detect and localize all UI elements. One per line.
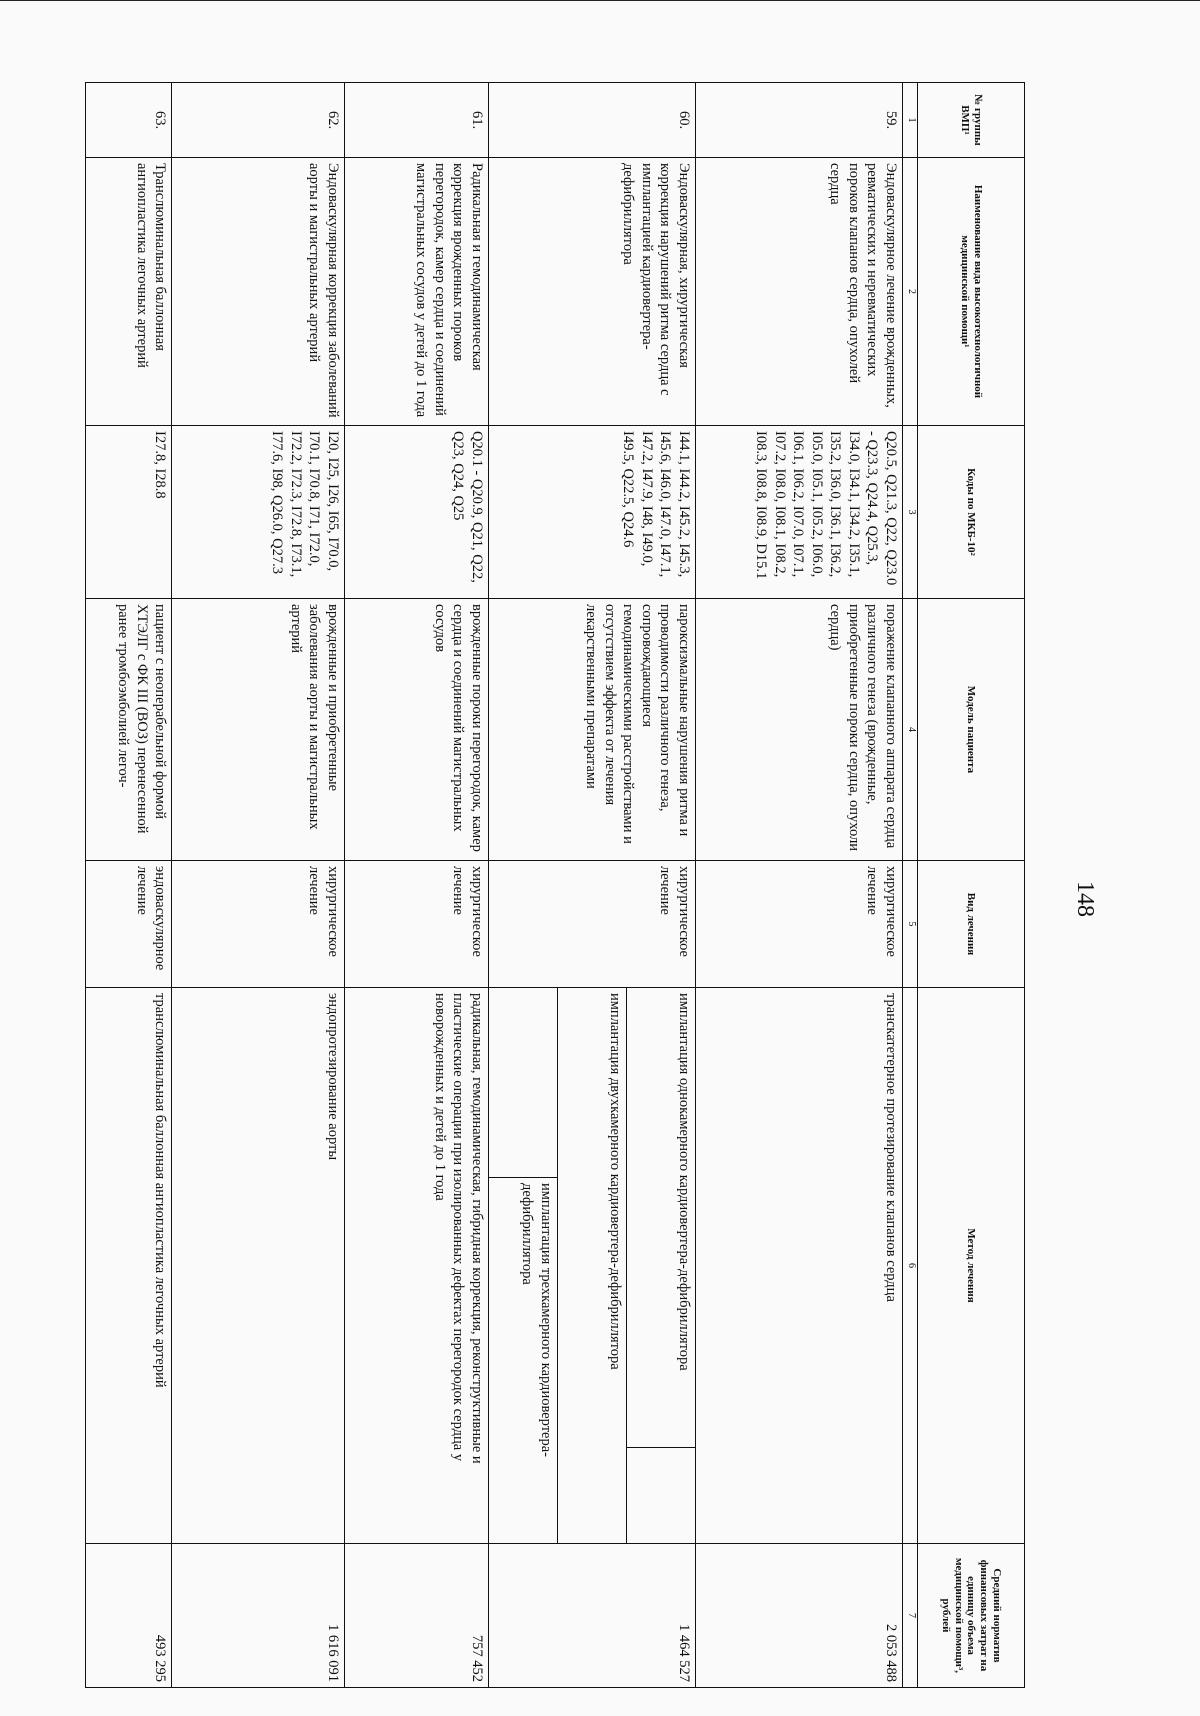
column-number: 3	[903, 426, 918, 599]
treatment-method: транскатетерное протезирование клапанов сердца	[695, 988, 902, 1544]
header-codes: Коды по МКБ-10²	[917, 426, 1024, 599]
cost-value: 2 053 488	[695, 1544, 902, 1688]
icd-codes: I44.1, I44.2, I45.2, I45.3, I45.6, I46.0, I47.0, I47.1, I47.2, I47.9, I48, I49.0, I49.5, Q22.5, Q24.6	[488, 426, 695, 599]
cost-value: 493 295	[86, 1544, 172, 1688]
column-number: 1	[903, 83, 918, 158]
rotated-table-wrapper	[85, 82, 1025, 1687]
treatment-type: эндоваскулярное лечение	[86, 861, 172, 988]
column-number: 7	[903, 1544, 918, 1688]
care-name: Транслюминальная баллонная ангиопластика легочных артерий	[86, 158, 172, 426]
treatment-method: транслюминальная баллонная ангиопластика легочных артерий	[86, 988, 172, 1544]
patient-model: пациент с неоперабельной формой ХТЭЛГ с ФК III (ВОЗ) перенесенной ранее тромбоэмболией легоч-	[86, 599, 172, 861]
treatment-method: имплантация трехкамерного кардиовертера-дефибриллятора	[488, 1178, 557, 1544]
treatment-method: имплантация двухкамерного кардиовертера-дефибриллятора	[557, 988, 626, 1544]
care-name: Эндоваскулярная коррекция заболеваний аорты и магистральных артерий	[172, 158, 345, 426]
treatment-type: хирургическое лечение	[172, 861, 345, 988]
cost-value: 757 452	[344, 1544, 488, 1688]
table-row	[626, 83, 695, 1688]
header-name: Наименование вида высокотехнологичной медицинской помощи¹	[917, 158, 1024, 426]
table-row	[172, 83, 345, 1688]
icd-codes: Q20.5, Q21.3, Q22, Q23.0 - Q23.3, Q24.4, Q25.3, I34.0, I34.1, I34.2, I35.1, I35.2, I36.0, I36.1, I36.2, I05.0, I05.1, I05.2, I06.0, I06.1, I06.2, I07.0, I07.1, I07.2, I08.0, I08.1, I08.2, I08.3, I08.8, I08.9, D15.1	[695, 426, 902, 599]
treatment-type: хирургическое лечение	[488, 861, 695, 988]
table-row	[86, 83, 172, 1688]
care-name: Эндоваскулярное лечение врожденных, ревматических и неревматических пороков клапанов сердца, опухолей сердца	[695, 158, 902, 426]
table-row	[695, 83, 902, 1688]
method-blank	[626, 1448, 695, 1544]
treatment-type: хирургическое лечение	[344, 861, 488, 988]
icd-codes: Q20.1 - Q20.9, Q21, Q22, Q23, Q24, Q25	[344, 426, 488, 599]
treatment-method: эндопротезирование аорты	[172, 988, 345, 1544]
care-name: Эндоваскулярная, хирургическая коррекция нарушений ритма сердца с имплантацией кардиовертера-дефибриллятора	[488, 158, 695, 426]
patient-model: поражение клапанного аппарата сердца различного генеза (врожденные, приобретенные пороки сердца, опухоли сердца)	[695, 599, 902, 861]
cost-value: 1 464 527	[488, 1544, 695, 1688]
cost-value: 1 616 091	[172, 1544, 345, 1688]
group-number: 61.	[344, 83, 488, 158]
group-number: 60.	[488, 83, 695, 158]
table-row	[344, 83, 488, 1688]
header-group-number: № группы ВМП¹	[917, 83, 1024, 158]
group-number: 62.	[172, 83, 345, 158]
vmp-table	[85, 82, 1025, 1688]
method-blank	[488, 988, 557, 1178]
top-rule	[0, 0, 1200, 1]
icd-codes: I20, I25, I26, I65, I70.0, I70.1, I70.8, I71, I72.0, I72.2, I72.3, I72.8, I73.1, I77.6, I98, Q26.0, Q27.3	[172, 426, 345, 599]
treatment-method: радикальная, гемодинамическая, гибридная коррекция, реконструктивные и пластические операции при изолированных дефектах перегородок сердца у новорожденных и детей до 1 года	[344, 988, 488, 1544]
header-treatment-type: Вид лечения	[917, 861, 1024, 988]
column-number: 4	[903, 599, 918, 861]
patient-model: пароксизмальные нарушения ритма и проводимости различного генеза, сопровождающиеся гемодинамическими расстройствами и отсутствием эффекта от лечения лекарственными препаратами	[488, 599, 695, 861]
patient-model: врожденные пороки перегородок, камер сердца и соединений магистральных сосудов	[344, 599, 488, 861]
group-number: 63.	[86, 83, 172, 158]
header-patient-model: Модель пациента	[917, 599, 1024, 861]
header-row	[917, 83, 1024, 1688]
header-cost: Средний норматив финансовых затрат на единицу объема медицинской помощи³, рублей	[917, 1544, 1024, 1688]
column-number: 5	[903, 861, 918, 988]
group-number: 59.	[695, 83, 902, 158]
header-method: Метод лечения	[917, 988, 1024, 1544]
column-number: 6	[903, 988, 918, 1544]
icd-codes: I27.8, I28.8	[86, 426, 172, 599]
page-number: 148	[1072, 881, 1098, 917]
patient-model: врожденные и приобретенные заболевания аорты и магистральных артерий	[172, 599, 345, 861]
care-name: Радикальная и гемодинамическая коррекция врожденных пороков перегородок, камер сердца и соединений магистральных сосудов у детей до 1 года	[344, 158, 488, 426]
treatment-method: имплантация однокамерного кардиовертера-дефибриллятора	[626, 988, 695, 1448]
column-number: 2	[903, 158, 918, 426]
column-number-row	[903, 83, 918, 1688]
treatment-type: хирургическое лечение	[695, 861, 902, 988]
